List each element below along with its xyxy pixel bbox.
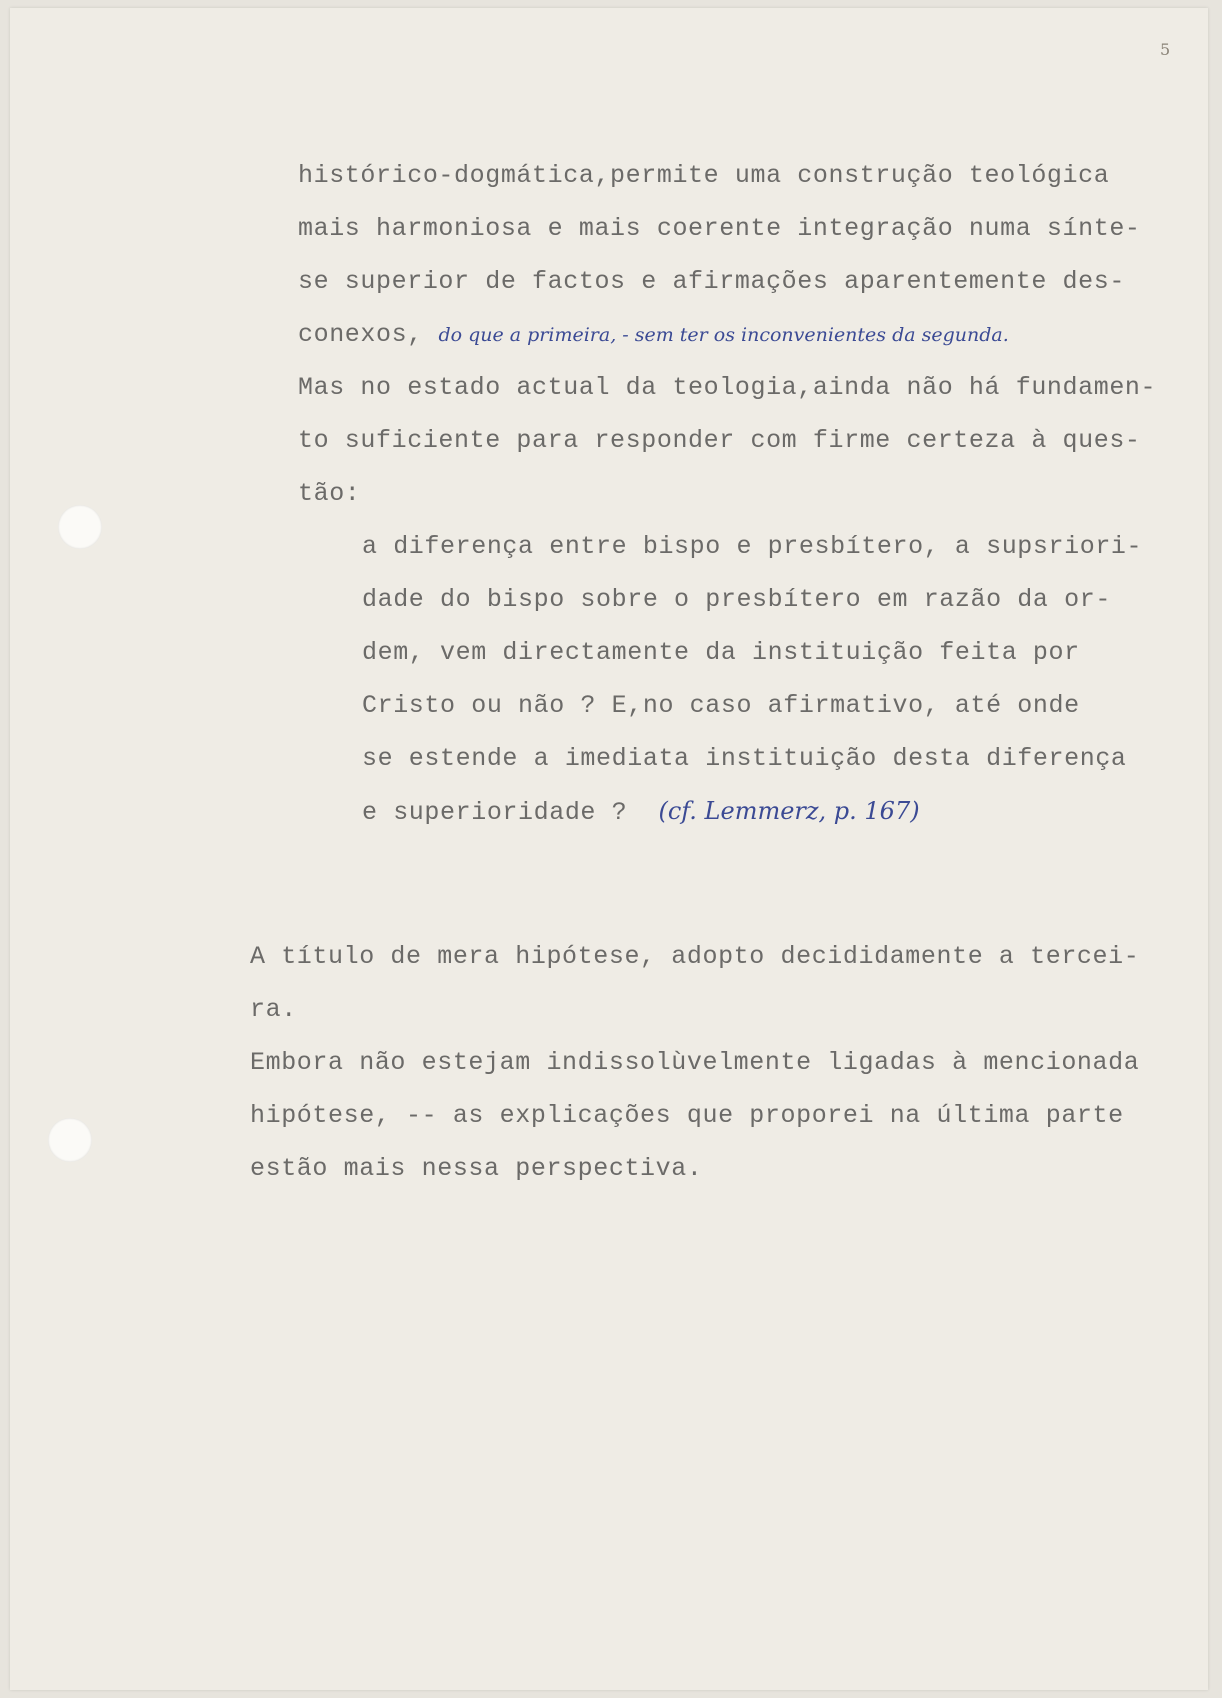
text-line: se superior de factos e afirmações aparentemente des- (298, 267, 1125, 296)
punch-hole (48, 1118, 92, 1162)
intro-paragraph (298, 149, 1156, 520)
text-line: a diferença entre bispo e presbítero, a supsriori- (362, 532, 1143, 561)
text-line: hipótese, -- as explicações que proporei na última parte (250, 1101, 1124, 1130)
text-line: estão mais nessa perspectiva. (250, 1154, 703, 1183)
text-line: Cristo ou não ? E,no caso afirmativo, até onde (362, 691, 1080, 720)
text-line-with-annotation (298, 308, 1156, 361)
typed-text: e superioridade ? (362, 798, 628, 827)
text-line: histórico-dogmática,permite uma construção teológica (298, 161, 1110, 190)
text-line: dade do bispo sobre o presbítero em razão da or- (362, 585, 1111, 614)
text-line: ra. (250, 995, 297, 1024)
punch-hole (58, 505, 102, 549)
text-line: A título de mera hipótese, adopto decididamente a tercei- (250, 942, 1140, 971)
handwritten-annotation: do que a primeira, - sem ter os inconvenientes da segunda. (438, 324, 1009, 346)
text-line: se estende a imediata instituição desta diferença (362, 744, 1127, 773)
text-line: Mas no estado actual da teologia,ainda não há fundamen- (298, 373, 1157, 402)
handwritten-citation: (cf. Lemmerz, p. 167) (658, 797, 920, 825)
page-number: 5 (1160, 40, 1171, 59)
conclusion-paragraph (250, 1036, 1139, 1195)
hypothesis-paragraph (250, 930, 1139, 1036)
text-line: tão: (298, 479, 361, 508)
text-line: to suficiente para responder com firme certeza à ques- (298, 426, 1141, 455)
document-page (10, 8, 1208, 1690)
text-line: Embora não estejam indissolùvelmente ligadas à mencionada (250, 1048, 1140, 1077)
text-line: mais harmoniosa e mais coerente integração numa sínte- (298, 214, 1141, 243)
question-paragraph (362, 520, 1142, 838)
typed-text: conexos, (298, 320, 423, 349)
text-line: dem, vem directamente da instituição feita por (362, 638, 1080, 667)
text-line-with-annotation (362, 785, 1142, 838)
